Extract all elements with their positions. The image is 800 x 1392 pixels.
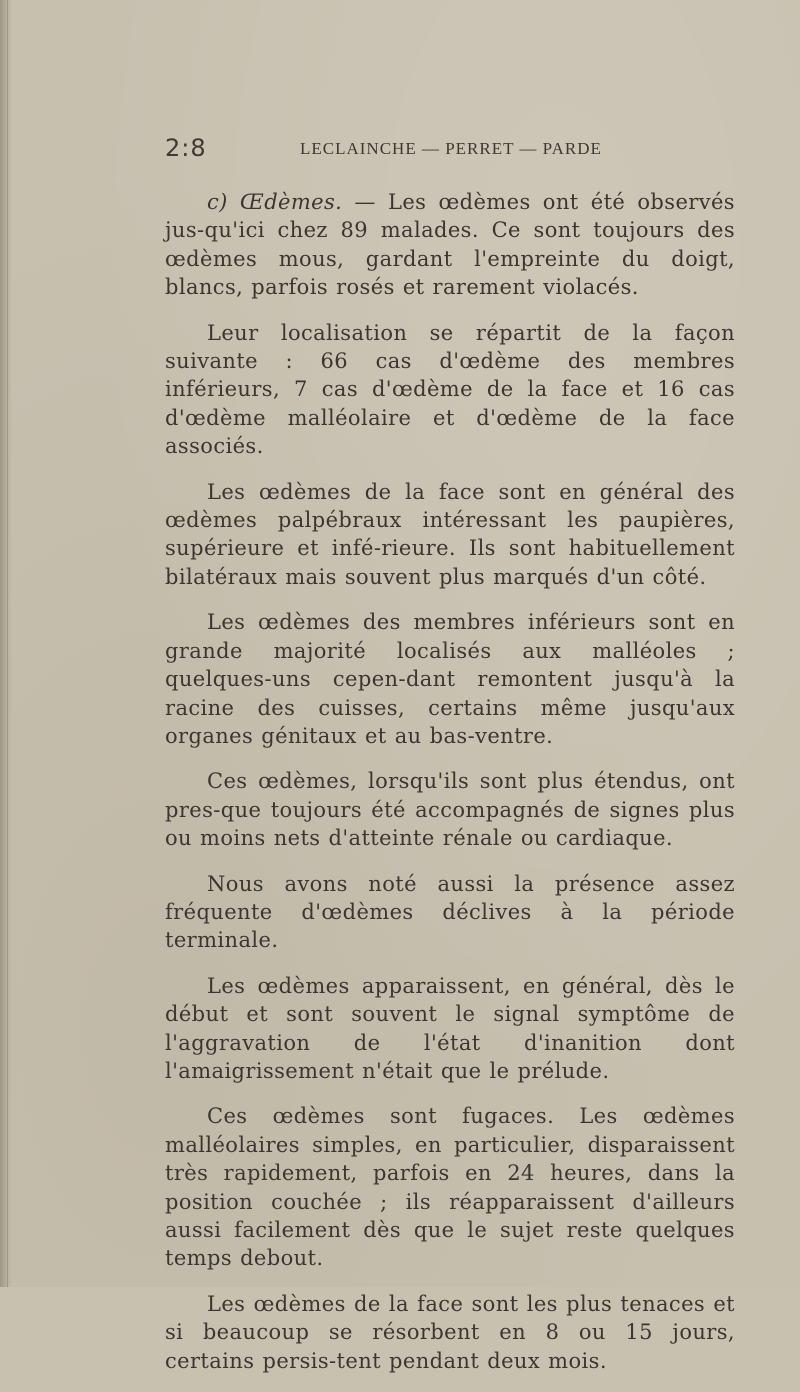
body-text xyxy=(165,188,735,1392)
paragraph-1 xyxy=(165,188,735,302)
page-header xyxy=(165,134,735,174)
binding-line xyxy=(7,0,8,1287)
paragraph-2: Leur localisation se répartit de la façon suivante : 66 cas d'œdème des membres inférieurs, 7 cas d'œdème de la face et 16 cas d'œdème malléolaire et d'œdème de la face associés. xyxy=(165,320,735,459)
paragraph-4: Les œdèmes des membres inférieurs sont en grande majorité localisés aux malléoles ; quelques-uns cepen-dant remontent jusqu'à la racine des cuisses, certains même jusqu'aux organes génitaux et au bas-ventre. xyxy=(165,610,735,748)
section-label: c) Œdèmes. xyxy=(207,190,343,214)
running-head: LECLAINCHE — PERRET — PARDE xyxy=(300,139,602,158)
binding-edge xyxy=(0,0,12,1287)
paragraph-8: Ces œdèmes sont fugaces. Les œdèmes malléolaires simples, en particulier, disparaissent très rapidement, parfois en 24 heures, dans la position couchée ; ils réapparaissent d'ailleurs aussi facilement dès que le sujet reste quelques temps debout. xyxy=(165,1104,735,1271)
paragraph-9: Les œdèmes de la face sont les plus tenaces et si beaucoup se résorbent en 8 ou 15 jours, certains persis-tent pendant deux mois. xyxy=(165,1291,735,1373)
paragraph-7: Les œdèmes apparaissent, en général, dès le début et sont souvent le signal symptôme de l'aggravation de l'état d'inanition dont l'amaigrissement n'était que le prélude. xyxy=(165,973,735,1083)
paragraph-1-text: — Les œdèmes ont été observés jus-qu'ici chez 89 malades. Ce sont toujours des œdèmes mous, gardant l'empreinte du doigt, blancs, parfois rosés et rarement violacés. xyxy=(165,190,735,300)
paragraph-5: Ces œdèmes, lorsqu'ils sont plus étendus, ont pres-que toujours été accompagnés de signes plus ou moins nets d'atteinte rénale ou cardiaque. xyxy=(165,769,735,851)
paragraph-3: Les œdèmes de la face sont en général des œdèmes palpébraux intéressant les paupières, supérieure et infé-rieure. Ils sont habituellement bilatéraux mais souvent plus marqués d'un côté. xyxy=(165,479,735,589)
paragraph-6: Nous avons noté aussi la présence assez fréquente d'œdèmes déclives à la période terminale. xyxy=(165,871,735,953)
page-number: 2:8 xyxy=(165,134,207,162)
